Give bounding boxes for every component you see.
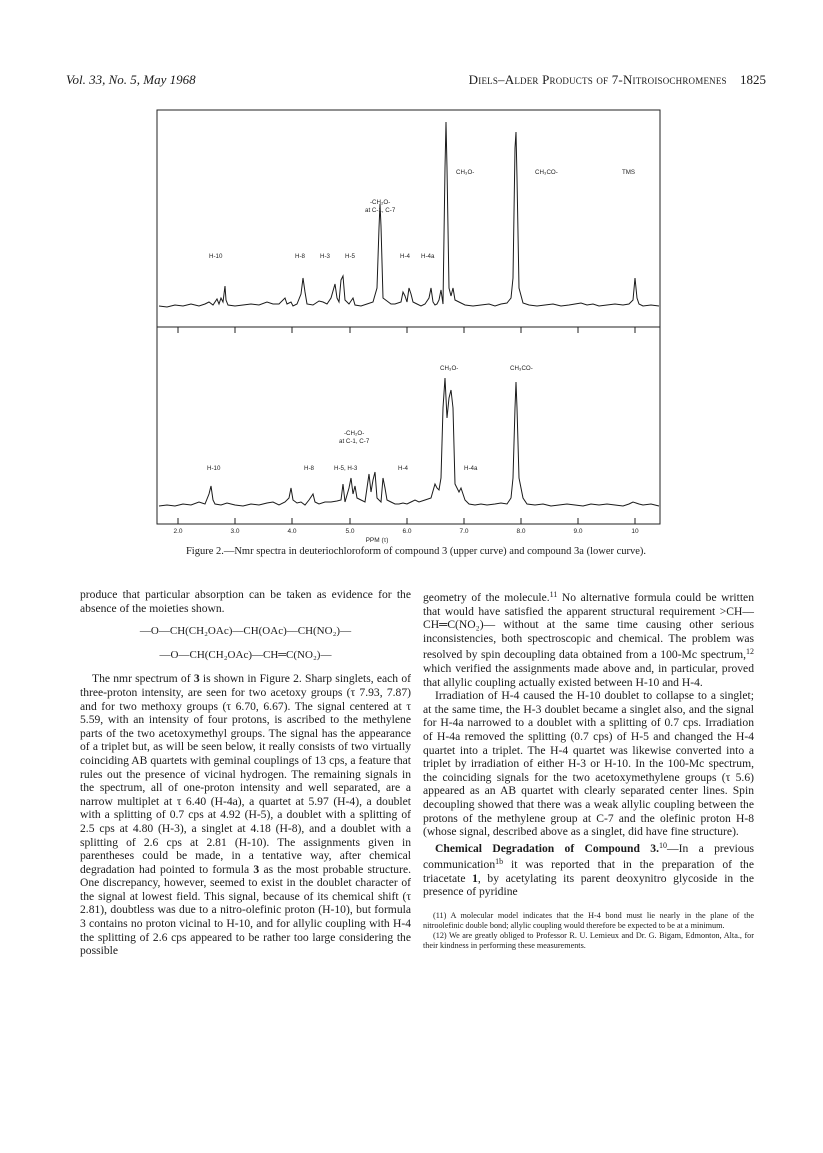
compound-number: 3 <box>253 862 260 876</box>
lower-label-h5-h3: H-5, H-3 <box>334 465 358 472</box>
text-run: , by acetylating its parent deoxynitro glycoside in the presence of pyridine <box>423 871 755 899</box>
text-run: which verified the assignments made above and, in particular, proved that allylic coupling actually existed between H-10 and H-4. <box>423 661 754 689</box>
reference-superscript: 10 <box>658 840 667 850</box>
upper-label-ch2o: -CH₂O- <box>370 199 391 206</box>
text-run: is shown in Figure 2. Sharp singlets, each of three-proton intensity, are seen for two acetoxy groups (τ 7.93, 7.87) and for two methoxy groups (τ 6.70, 6.67). The signal centered at τ 5.59, with an intensity of four protons, is ascribed to the methylene parts of the two acetoxymethyl groups. The signal has the appearance of a triplet but, as will be seen below, it really consists of two virtually coinciding AB quartets with geminal couplings of 13 cps, a feature that rules out the presence of vicinal hydrogen. The remaining signals in the spectrum, all of one-proton intensity and well separated, are a narrow multiplet at τ 6.40 (H-4a), a quartet at 5.97 (H-4), a doublet with a splitting of 0.7 cps at 4.92 (H-5), a doublet with a splitting of 2.5 cps at 4.80 (H-3), a singlet at 4.18 (H-8), and a doublet with a splitting of 2.6 cps at 2.81 (H-10). The assignments given in parentheses could be made, in a tentative way, after chemical degradation had pointed to formula <box>80 672 412 876</box>
axis-label: PPM (τ) <box>365 537 389 544</box>
axis-tick-label: 2.0 <box>173 528 183 535</box>
upper-label-ch2o-position: at C-1, C-7 <box>365 207 396 214</box>
axis-tick-label: 4.0 <box>287 528 297 535</box>
left-column <box>80 588 411 958</box>
upper-label-h8: H-8 <box>295 253 305 260</box>
lower-label-h10: H-10 <box>207 465 221 472</box>
upper-label-ch3co: CH₃CO- <box>535 169 558 176</box>
lower-label-h4a: H-4a <box>464 465 478 472</box>
upper-tick-marks <box>178 327 635 333</box>
nmr-spectra-figure <box>155 108 665 546</box>
axis-tick-label: 8.0 <box>516 528 526 535</box>
reference-superscript: 1b <box>495 857 504 867</box>
text-run: it was reported that in the preparation of the triacetate <box>423 858 754 885</box>
running-header <box>66 72 766 92</box>
axis-tick-marks <box>178 518 635 524</box>
lower-label-h8: H-8 <box>304 465 314 472</box>
axis-tick-labels <box>173 528 639 544</box>
lower-panel-frame <box>157 327 660 524</box>
footnote-11: (11) A molecular model indicates that the H-4 bond must lie nearly in the plane of the nitroolefinic double bond; allylic coupling would therefore be expected to be at a minimum. <box>423 911 754 931</box>
footnote-12: (12) We are greatly obliged to Professor R. U. Lemieux and Dr. G. Bigam, Edmonton, Alta., for their kindness in performing these measurements. <box>423 931 754 951</box>
upper-peak-labels <box>209 169 635 260</box>
reference-superscript: 11 <box>549 590 558 599</box>
section-heading: Chemical Degradation of Compound 3. <box>435 841 659 855</box>
journal-citation: Vol. 33, No. 5, May 1968 <box>66 72 196 87</box>
upper-label-tms: TMS <box>622 169 636 176</box>
axis-tick-label: 6.0 <box>402 528 412 535</box>
page-number: 1825 <box>740 72 766 87</box>
lower-label-ch3co: CH₃CO- <box>510 365 533 372</box>
text-run: No alternative formula could be written that would have satisfied the apparent structural requirement >CH—CH═C(NO₂)— without at the same time causing other serious inconsistencies, both spectroscopic and chemical. The problem was resolved by spin decoupling data obtained from a 100-Mc spectrum, <box>423 591 754 662</box>
reference-superscript: 12 <box>746 647 754 657</box>
lower-label-ch2o-position: at C-1, C-7 <box>339 438 370 445</box>
right-paragraph-2: Irradiation of H-4 caused the H-10 doublet to collapse to a singlet; at the same time, the H-3 doublet became a singlet also, and the signal for H-4a narrowed to a doublet with a splitting of 0.7 cps. Irradiation of H-4a removed the splitting (0.7 cps) of H-5 and changed the H-4 quartet into a triplet. The H-4 quartet was likewise converted into a triplet by irradiation of either H-3 or H-10. In the 100-Mc spectrum, the coinciding signals for the two acetoxymethylene groups (τ 5.6) appeared as an AB quartet with clearly separated center lines. Spin decoupling showed that there was a weak allylic coupling between the protons of the methylene group at C-7 and the olefinic proton H-8 (whose signal, described above as a singlet, did have fine structure). <box>423 689 754 839</box>
upper-label-h4a: H-4a <box>421 253 435 260</box>
compound-number: 1 <box>472 871 478 885</box>
left-paragraph-1: produce that particular absorption can be taken as evidence for the absence of the moieties shown. <box>80 588 411 615</box>
formula-saturated: —O—CH(CH₂OAc)—CH(OAc)—CH(NO₂)— <box>139 625 352 638</box>
axis-tick-label: 7.0 <box>459 528 469 535</box>
compound-number: 3 <box>193 672 200 686</box>
upper-spectrum-trace <box>159 122 659 307</box>
formula-unsaturated: —O—CH(CH₂OAc)—CH═C(NO₂)— <box>159 648 332 661</box>
lower-spectrum-trace <box>159 378 659 506</box>
axis-tick-label: 5.0 <box>345 528 355 535</box>
lower-label-ch2o: -CH₂O- <box>344 430 365 437</box>
lower-label-h4: H-4 <box>398 465 408 472</box>
upper-label-h3: H-3 <box>320 253 330 260</box>
running-title: Diels–Alder Products of 7-Nitroisochromenes <box>468 72 727 87</box>
running-title-block <box>469 72 766 88</box>
text-run: —In a previous communication <box>423 841 754 872</box>
axis-tick-label: 9.0 <box>573 528 583 535</box>
lower-peak-labels <box>207 365 533 472</box>
right-paragraph-3 <box>423 839 754 899</box>
left-paragraph-2 <box>80 672 411 957</box>
text-run: geometry of the molecule. <box>423 591 550 604</box>
figure-caption: Figure 2.—Nmr spectra in deuteriochloroform of compound 3 (upper curve) and compound 3a (lower curve). <box>185 546 647 557</box>
upper-label-h10: H-10 <box>209 253 223 260</box>
right-paragraph-1 <box>423 588 754 689</box>
footnotes <box>423 911 754 951</box>
axis-tick-label: 10 <box>631 528 639 535</box>
upper-label-h5: H-5 <box>345 253 355 260</box>
text-run: as the most probable structure. One discrepancy, however, seemed to exist in the doublet character of the signal at lowest field. This signal, because of its chemical shift (τ 2.81), doubtless was due to a nitro-olefinic proton (H-10), but formula 3 contains no proton vicinal to H-10, and for allylic coupling with H-4 the splitting of 2.6 cps appeared to be rather too large considering the possible <box>80 862 411 958</box>
text-run: The nmr spectrum of <box>92 672 194 686</box>
upper-label-ch3o: CH₃O- <box>456 169 475 176</box>
upper-label-h4: H-4 <box>400 253 410 260</box>
axis-tick-label: 3.0 <box>230 528 240 535</box>
right-column <box>423 588 754 951</box>
lower-label-ch3o: CH₃O- <box>440 365 459 372</box>
